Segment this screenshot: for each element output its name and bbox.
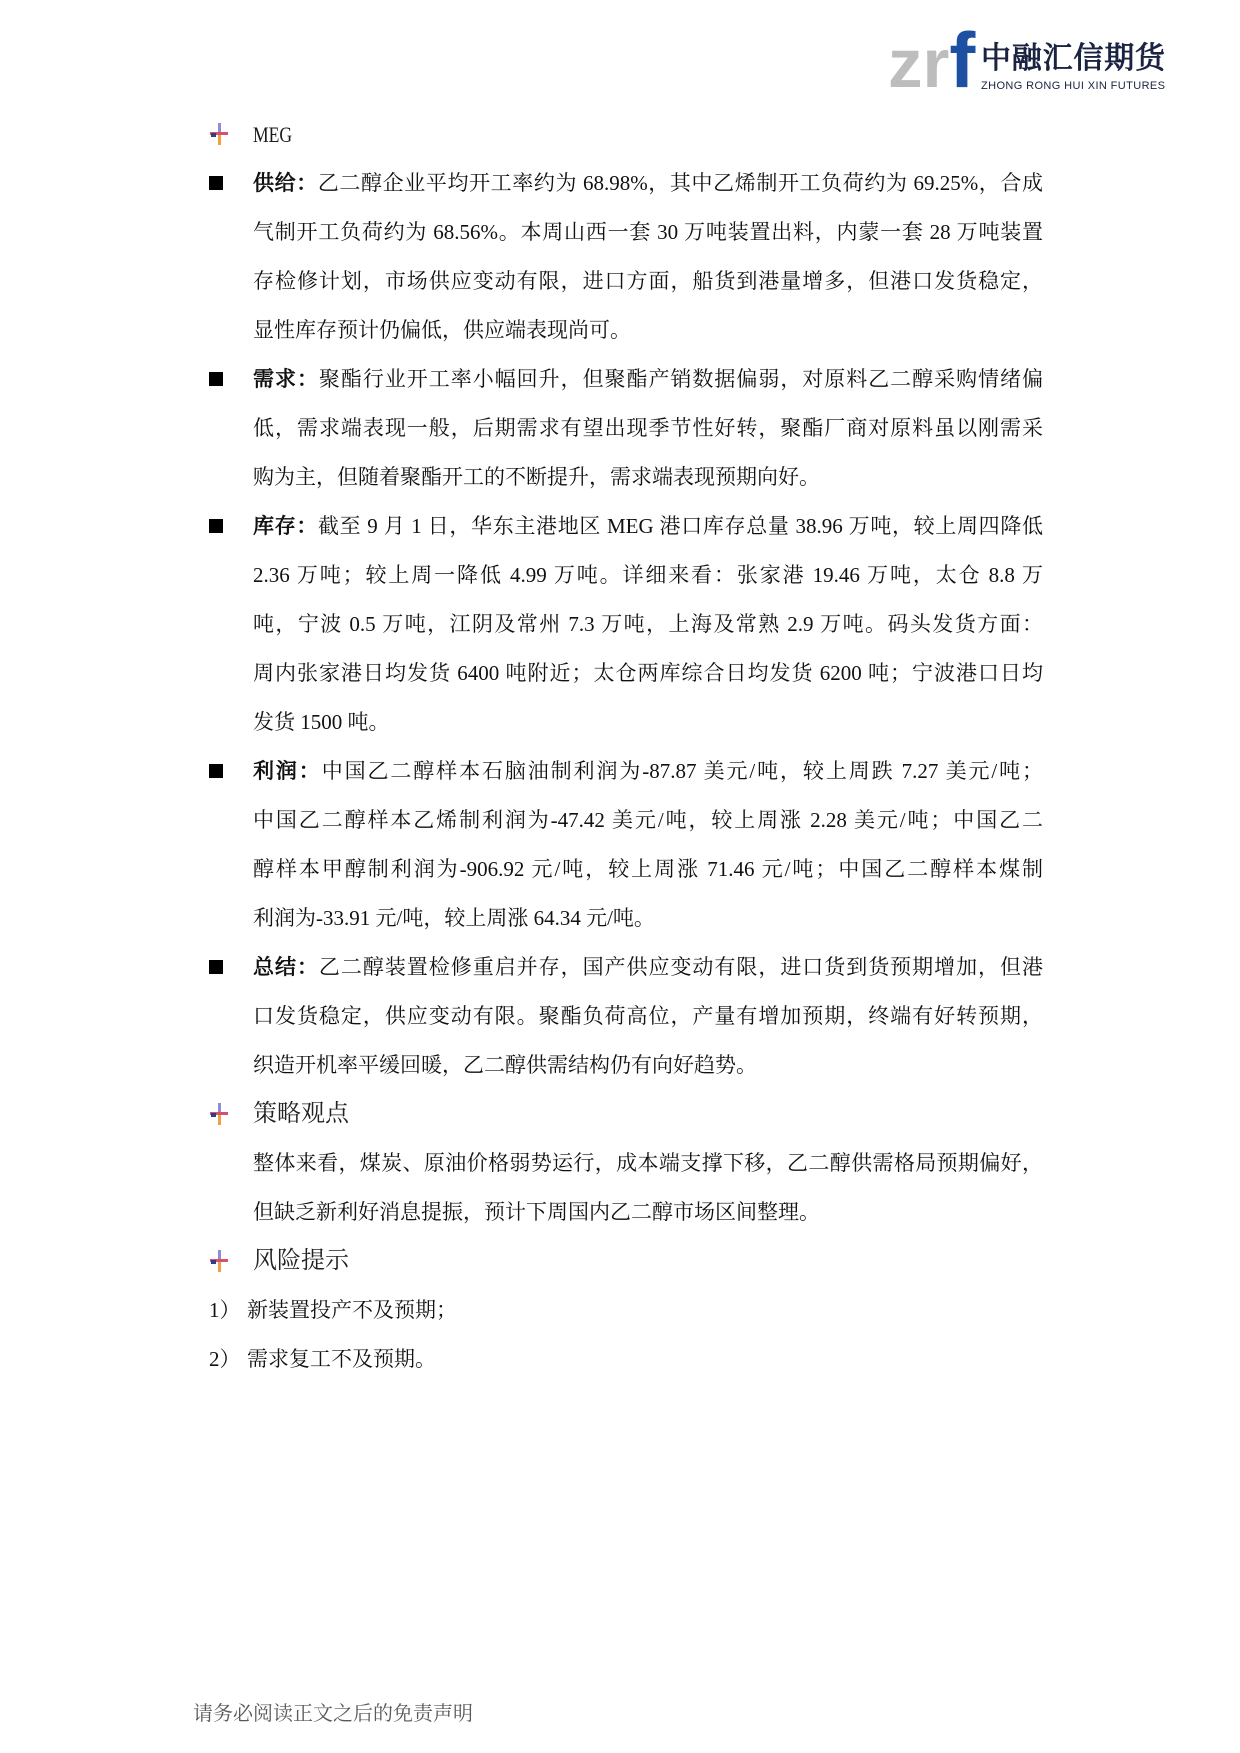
section-bullet-icon [208, 1249, 230, 1273]
bullet-item-demand [0, 355, 1240, 404]
section-heading-row [0, 1090, 1240, 1139]
paragraph-line: 但缺乏新利好消息提振，预计下周国内乙二醇市场区间整理。 [253, 1200, 820, 1224]
paragraph-line: 吨，宁波 0.5 万吨，江阴及常州 7.3 万吨，上海及常熟 2.9 万吨。码头发货方面： [253, 612, 1043, 636]
bullet-item-profit [0, 747, 1240, 796]
item-label: 需求： [253, 367, 319, 391]
risk-item [0, 1335, 1240, 1384]
paragraph-line: 醇样本甲醇制利润为-906.92 元/吨，较上周涨 71.46 元/吨；中国乙二醇样本煤制 [253, 857, 1043, 881]
paragraph-line [253, 355, 1043, 404]
section-bullet-icon [208, 122, 230, 146]
paragraph-line: 利润为-33.91 元/吨，较上周涨 64.34 元/吨。 [253, 906, 655, 930]
paragraph-line [253, 159, 1043, 208]
risk-item [0, 1286, 1240, 1335]
square-bullet-icon [209, 764, 223, 778]
logo-name-en: ZHONG RONG HUI XIN FUTURES [981, 80, 1165, 92]
disclaimer-footer: 请务必阅读正文之后的免责声明 [193, 1703, 473, 1725]
item-label: 库存： [253, 514, 319, 538]
square-bullet-icon [209, 372, 223, 386]
paragraph-line: 周内张家港日均发货 6400 吨附近；太仓两库综合日均发货 6200 吨；宁波港口日均 [253, 661, 1043, 685]
square-bullet-icon [209, 960, 223, 974]
item-label: 总结： [253, 955, 319, 979]
paragraph-line: 发货 1500 吨。 [253, 710, 390, 734]
bullet-item-supply [0, 159, 1240, 208]
line-text: 乙二醇企业平均开工率约为 68.98%，其中乙烯制开工负荷约为 69.25%，合成 [317, 171, 1044, 195]
logo-name-cn: 中融汇信期货 [981, 42, 1165, 75]
logo-mark-f: f [949, 20, 976, 100]
paragraph-line: 气制开工负荷约为 68.56%。本周山西一套 30 万吨装置出料，内蒙一套 28 万吨装置 [253, 220, 1043, 244]
section-heading-row [0, 110, 1240, 159]
bullet-item-inventory [0, 502, 1240, 551]
paragraph-line: 口发货稳定，供应变动有限。聚酯负荷高位，产量有增加预期，终端有好转预期， [253, 1004, 1043, 1028]
line-text: 截至 9 月 1 日，华东主港地区 MEG 港口库存总量 38.96 万吨，较上周四降低 [318, 514, 1044, 538]
section-title-meg: MEG [253, 122, 293, 147]
paragraph-line: 织造开机率平缓回暖，乙二醇供需结构仍有向好趋势。 [253, 1053, 757, 1077]
logo-mark [888, 20, 976, 100]
paragraph-line: 购为主，但随着聚酯开工的不断提升，需求端表现预期向好。 [253, 465, 820, 489]
square-bullet-icon [209, 176, 223, 190]
paragraph-line [253, 502, 1043, 551]
bullet-item-summary [0, 943, 1240, 992]
risk-item-number: 2） [209, 1347, 241, 1371]
paragraph-line: 存检修计划，市场供应变动有限，进口方面，船货到港量增多，但港口发货稳定， [253, 269, 1043, 293]
square-bullet-icon [209, 519, 223, 533]
line-text: 聚酯行业开工率小幅回升，但聚酯产销数据偏弱，对原料乙二醇采购情绪偏 [318, 367, 1044, 391]
report-body [0, 110, 1240, 1384]
paragraph-line [253, 747, 1043, 796]
paragraph-line [253, 943, 1043, 992]
item-label: 利润： [253, 759, 322, 783]
paragraph-line: 显性库存预计仍偏低，供应端表现尚可。 [253, 318, 631, 342]
section-heading-row [0, 1237, 1240, 1286]
line-text: 中国乙二醇样本石脑油制利润为-87.87 美元/吨，较上周跌 7.27 美元/吨； [321, 759, 1044, 783]
risk-item-text: 新装置投产不及预期； [247, 1298, 457, 1322]
section-bullet-icon [208, 1102, 230, 1126]
item-label: 供给： [253, 171, 318, 195]
paragraph-line: 低，需求端表现一般，后期需求有望出现季节性好转，聚酯厂商对原料虽以刚需采 [253, 416, 1043, 440]
risk-item-text: 需求复工不及预期。 [247, 1347, 436, 1371]
paragraph-line: 整体来看，煤炭、原油价格弱势运行，成本端支撑下移，乙二醇供需格局预期偏好， [253, 1151, 1043, 1175]
section-title-strategy: 策略观点 [253, 1101, 349, 1127]
company-logo [880, 20, 1180, 100]
section-title-risk: 风险提示 [253, 1248, 349, 1274]
line-text: 乙二醇装置检修重启并存，国产供应变动有限，进口货到货预期增加，但港 [318, 955, 1044, 979]
paragraph-line: 中国乙二醇样本乙烯制利润为-47.42 美元/吨，较上周涨 2.28 美元/吨；中国乙二 [253, 808, 1043, 832]
risk-item-number: 1） [209, 1298, 241, 1322]
logo-mark-zr: zr [888, 25, 950, 100]
paragraph-line: 2.36 万吨；较上周一降低 4.99 万吨。详细来看：张家港 19.46 万吨，太仓 8.8 万 [253, 563, 1043, 587]
